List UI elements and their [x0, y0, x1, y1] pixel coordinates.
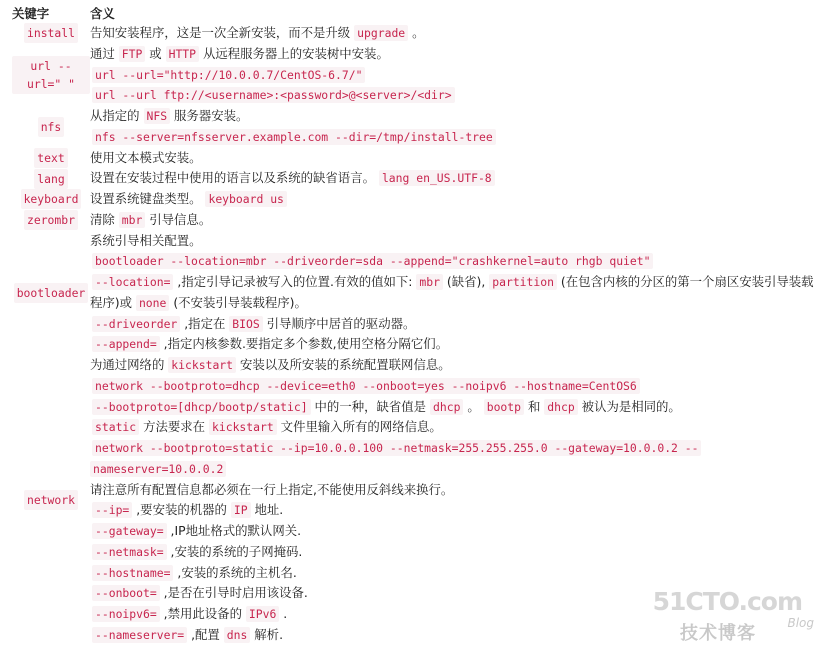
watermark-blog: Blog — [787, 616, 814, 630]
network-static-example-cont: nameserver=10.0.0.2 — [90, 459, 820, 480]
url-example-ftp: url --url ftp://<username>:<password>@<server>/<dir> — [90, 85, 820, 106]
keyword-text: text — [34, 148, 67, 168]
bootloader-location-option: --location= ,指定引导记录被写入的位置.有效的值如下: mbr (缺省), partition (在包含内核的分区的第一个扇区安装引导装载程序)或 none (不安装引导装载程序)。 — [90, 274, 814, 310]
network-single-line-note: 请注意所有配置信息都必须在一行上指定,不能使用反斜线来换行。 — [90, 481, 454, 497]
keyboard-desc: 设置系统键盘类型。 keyboard us — [90, 189, 820, 210]
keyword-install: install — [24, 23, 78, 43]
url-example-http: url --url="http://10.0.0.7/CentOS-6.7/" — [90, 65, 820, 86]
zerombr-desc: 清除 mbr 引导信息。 — [90, 211, 212, 227]
keyword-column-header: 关键字 — [12, 6, 50, 21]
keyword-keyboard: keyboard — [21, 189, 82, 209]
network-bootproto-option: --bootproto=[dhcp/bootp/static] 中的一种，缺省值是 dhcp 。 bootp 和 dhcp 被认为是相同的。 — [90, 397, 820, 418]
table-row-nfs — [0, 106, 828, 148]
install-desc: 告知安装程序，这是一次全新安装，而不是升级 upgrade 。 — [90, 25, 425, 40]
network-dhcp-example: network --bootproto=dhcp --device=eth0 --onboot=yes --noipv6 --hostname=CentOS6 — [90, 376, 820, 397]
network-noipv6-option: --noipv6= ,禁用此设备的 IPv6 . — [90, 604, 820, 625]
site-watermark — [652, 585, 816, 645]
keyword-network: network — [24, 490, 78, 510]
network-netmask-option: --netmask= ,安装的系统的子网掩码. — [90, 542, 820, 563]
lang-desc: 设置在安装过程中使用的语言以及系统的缺省语言。 lang en_US.UTF-8 — [90, 168, 820, 189]
text-desc: 使用文本模式安装。 — [90, 149, 202, 165]
table-row-zerombr — [0, 210, 828, 231]
table-header-row — [0, 0, 828, 23]
network-ip-option: --ip= ,要安装的机器的 IP 地址. — [90, 500, 820, 521]
table-row-text — [0, 148, 828, 169]
bootloader-driveorder-option: --driveorder ,指定在 BIOS 引导顺序中居首的驱动器。 — [90, 314, 820, 335]
url-desc: 通过 FTP 或 HTTP 从远程服务器上的安装树中安装。 — [90, 45, 389, 61]
keyword-bootloader: bootloader — [14, 283, 89, 303]
network-hostname-option: --hostname= ,安装的系统的主机名. — [90, 563, 820, 584]
table-row-lang — [0, 168, 828, 189]
nfs-example: nfs --server=nfsserver.example.com --dir=/tmp/install-tree — [90, 127, 820, 148]
network-desc: 为通过网络的 kickstart 安装以及所安装的系统配置联网信息。 — [90, 357, 451, 372]
bootloader-append-option: --append= ,指定内核参数.要指定多个参数,使用空格分隔它们。 — [90, 334, 820, 355]
keyword-lang: lang — [34, 169, 67, 189]
network-nameserver-option: --nameserver= ,配置 dns 解析. — [90, 625, 820, 646]
network-static-note: static 方法要求在 kickstart 文件里输入所有的网络信息。 — [90, 417, 820, 438]
keyword-nfs: nfs — [38, 117, 65, 137]
watermark-brand: 51CTO.com — [652, 587, 802, 616]
keyword-zerombr: zerombr — [24, 210, 78, 230]
watermark-subtitle: 技术博客 — [680, 623, 756, 644]
network-static-example: network --bootproto=static --ip=10.0.0.100 --netmask=255.255.255.0 --gateway=10.0.0.2 -- — [90, 438, 820, 459]
meaning-column-header: 含义 — [90, 6, 115, 21]
table-row-url — [0, 44, 828, 106]
table-row-install — [0, 23, 828, 44]
nfs-desc: 从指定的 NFS 服务器安装。 — [90, 108, 249, 123]
table-row-keyboard — [0, 189, 828, 210]
network-onboot-option: --onboot= ,是否在引导时启用该设备. — [90, 583, 820, 604]
bootloader-example: bootloader --location=mbr --driveorder=sda --append="crashkernel=auto rhgb quiet" — [90, 251, 820, 272]
table-row-bootloader — [0, 231, 828, 356]
network-gateway-option: --gateway= ,IP地址格式的默认网关. — [90, 521, 820, 542]
bootloader-desc: 系统引导相关配置。 — [90, 232, 202, 248]
keyword-url: url --url=" " — [12, 56, 90, 94]
